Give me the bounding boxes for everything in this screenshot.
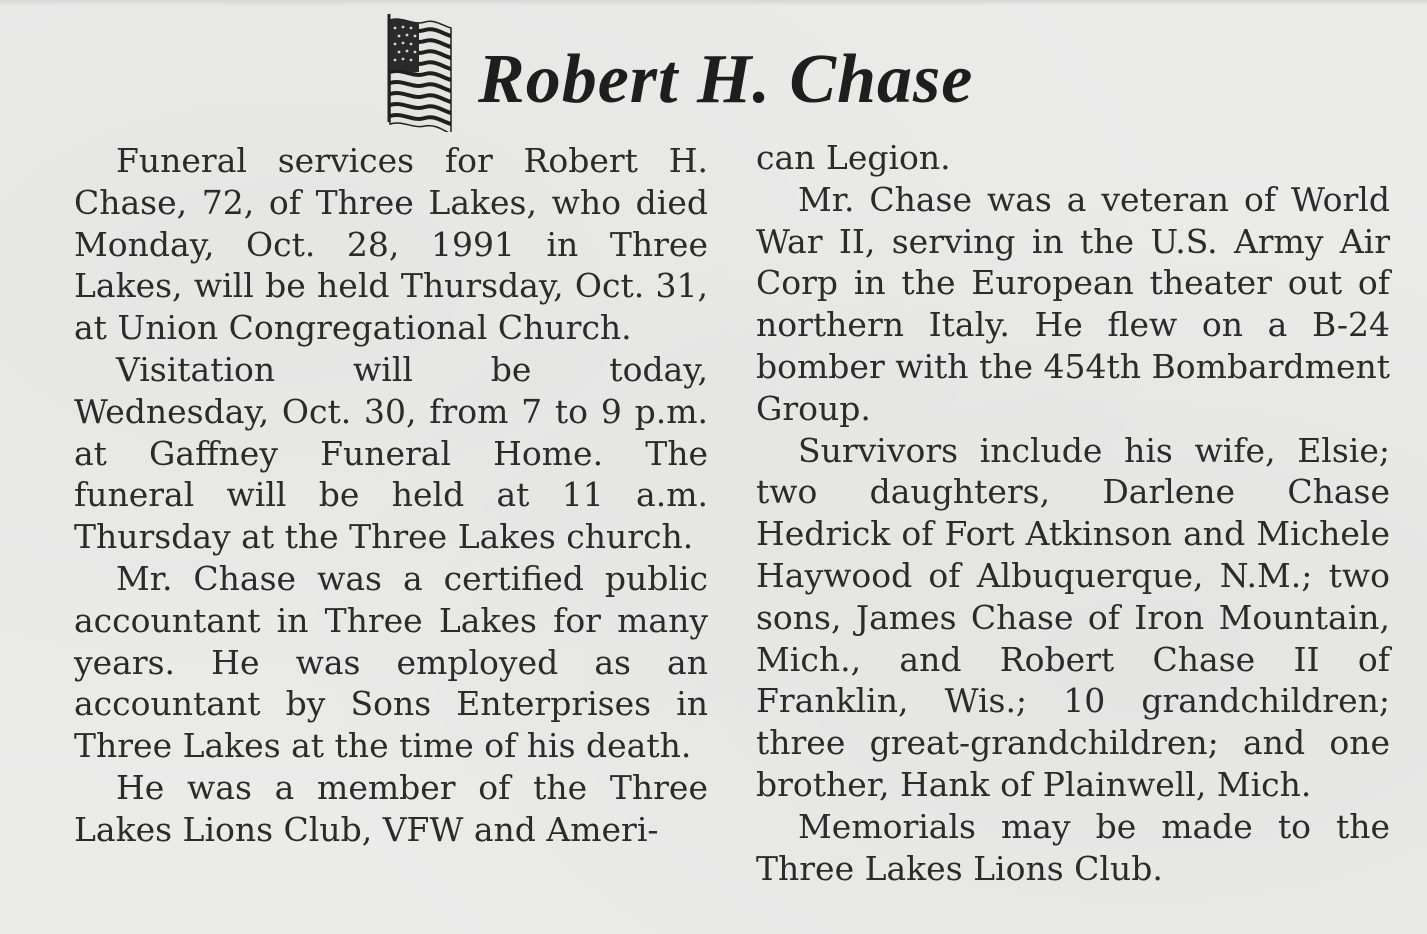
american-flag-icon <box>383 12 455 132</box>
paragraph-memberships-continued: can Legion. <box>756 138 951 177</box>
paragraph-funeral-services: Funeral services for Robert H. Chase, 72, of Three Lakes, who died Monday, Oct. 28, 1991 in Three Lakes, will be held Thursday, Oct. 31, at Union Congregational Church. <box>74 141 708 348</box>
paragraph-memberships: He was a member of the Three Lakes Lions Club, VFW and Ameri- <box>74 767 708 849</box>
paragraph-career: Mr. Chase was a certified public accountant in Three Lakes for many years. He was employed as an accountant by Sons Enterprises in Three Lakes at the time of his death. <box>74 558 708 766</box>
paragraph-survivors: Survivors include his wife, Elsie; two daughters, Darlene Chase Hedrick of Fort Atkinson and Michele Haywood of Albuquerque, N.M.; two sons, James Chase of Iron Mountain, Mich., and Robert Chase II of Franklin, Wis.; 10 grandchildren; three great-grandchildren; and one brother, Hank of Plainwell, Mich. <box>756 430 1390 804</box>
left-column <box>74 140 708 851</box>
clipping-top-edge <box>0 0 1427 6</box>
paragraph-visitation: Visitation will be today, Wednesday, Oct. 30, from 7 to 9 p.m. at Gaffney Funeral Home. The funeral will be held at 11 a.m. Thursday at the Three Lakes church. <box>74 349 708 557</box>
right-column <box>756 137 1390 889</box>
paragraph-memorials: Memorials may be made to the Three Lakes Lions Club. <box>756 806 1390 888</box>
paragraph-military-service: Mr. Chase was a veteran of World War II, serving in the U.S. Army Air Corp in the European theater out of northern Italy. He flew on a B-24 bomber with the 454th Bombardment Group. <box>756 179 1390 428</box>
obituary-title: Robert H. Chase <box>478 41 974 118</box>
